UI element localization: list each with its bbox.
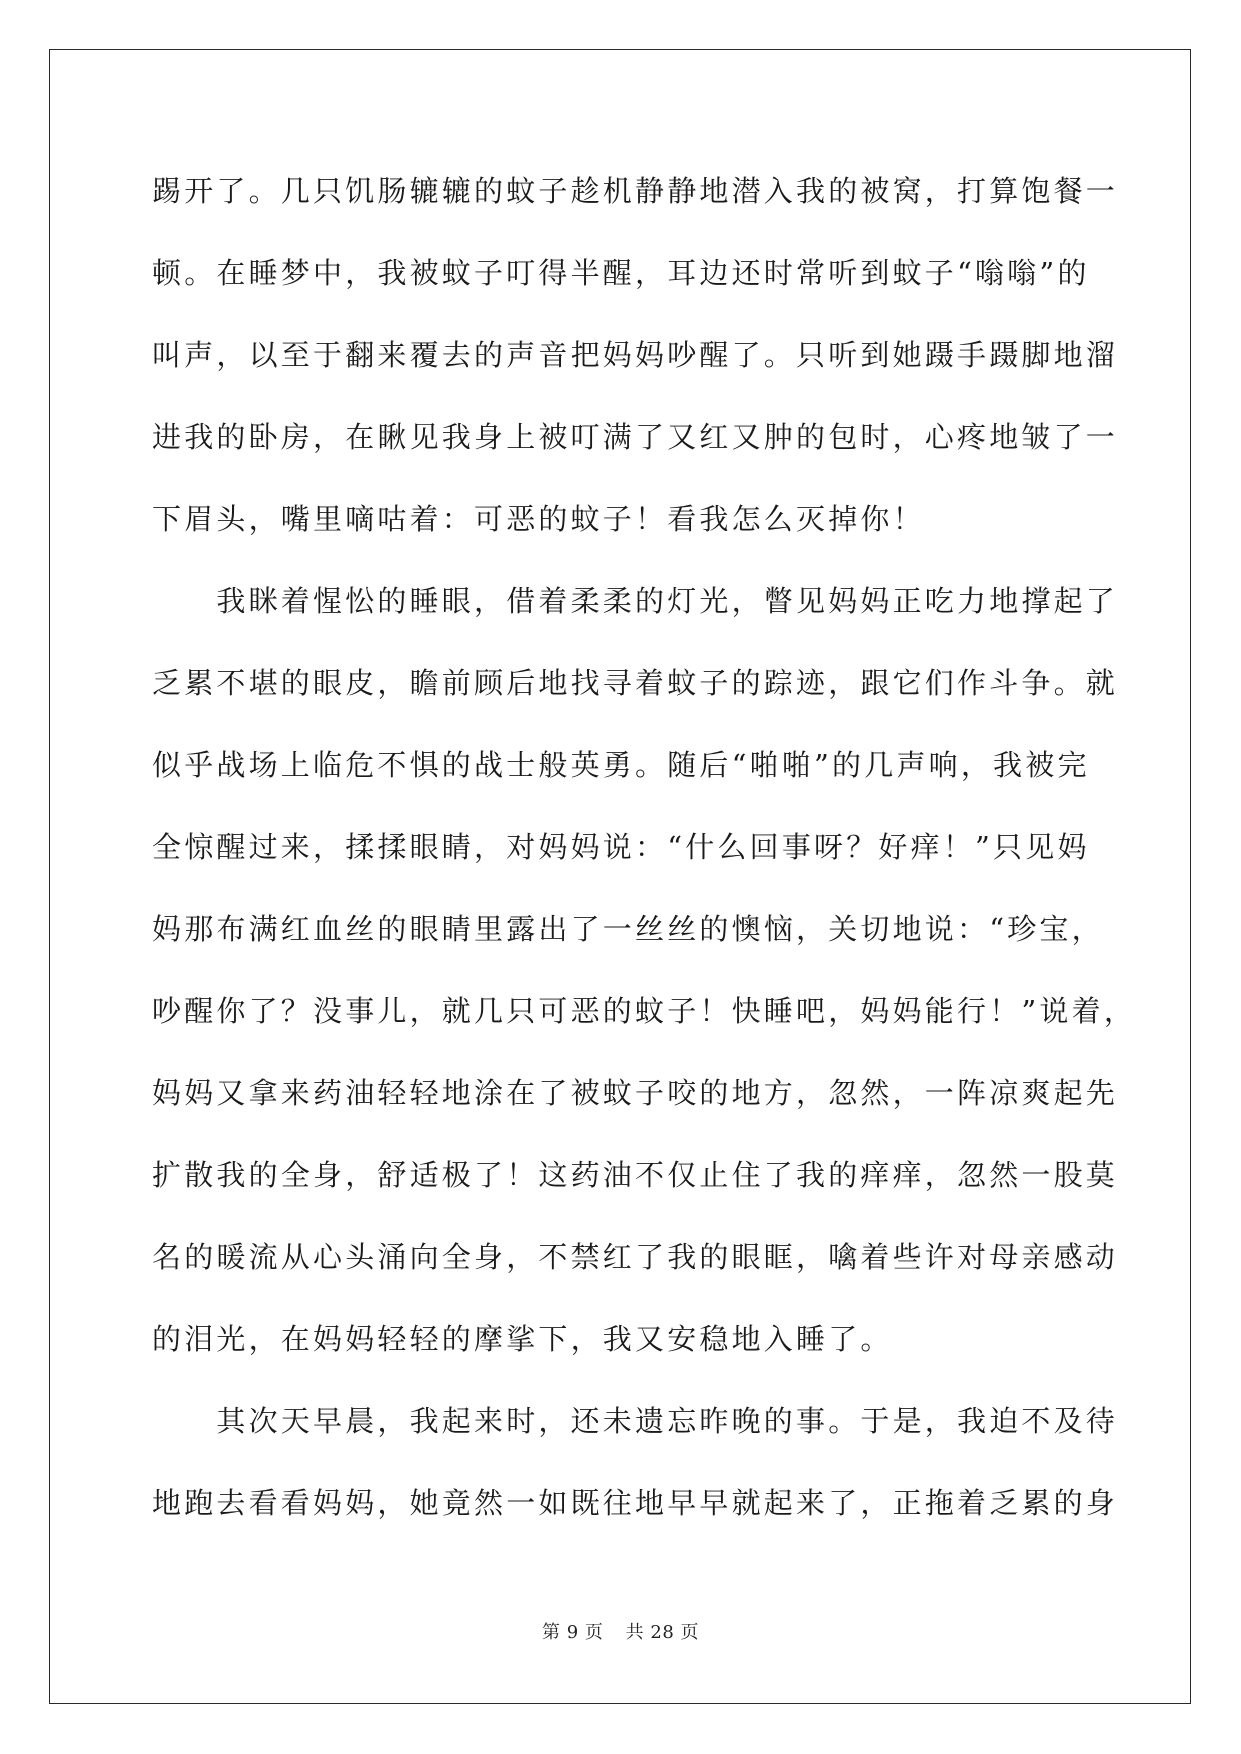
text-line: 妈妈又拿来药油轻轻地涂在了被蚊子咬的地方，忽然，一阵凉爽起先 [152,1076,1119,1110]
text-line: 全惊醒过来，揉揉眼睛，对妈妈说：“什么回事呀？好痒！”只见妈 [152,830,1090,864]
text-line: 吵醒你了？没事儿，就几只可恶的蚊子！快睡吧，妈妈能行！”说着， [152,994,1137,1028]
text-line: 地跑去看看妈妈，她竟然一如既往地早早就起来了，正拖着乏累的身 [152,1486,1119,1520]
text-line: 进我的卧房，在瞅见我身上被叮满了又红又肿的包时，心疼地皱了一 [152,420,1119,454]
page-number: 第 9 页 [542,1622,604,1643]
text-line: 我眯着惺忪的睡眼，借着柔柔的灯光，瞥见妈妈正吃力地撑起了 [152,584,1119,618]
text-line: 似乎战场上临危不惧的战士般英勇。随后“啪啪”的几声响，我被完 [152,748,1090,782]
text-line: 顿。在睡梦中，我被蚊子叮得半醒，耳边还时常听到蚊子“嗡嗡”的 [152,256,1090,290]
page-total: 共 28 页 [625,1622,699,1643]
text-line: 叫声，以至于翻来覆去的声音把妈妈吵醒了。只听到她蹑手蹑脚地溜 [152,338,1119,372]
page-footer [0,1618,1241,1644]
text-line: 其次天早晨，我起来时，还未遗忘昨晚的事。于是，我迫不及待 [152,1404,1119,1438]
document-body [152,150,1137,1544]
text-line: 扩散我的全身，舒适极了！这药油不仅止住了我的痒痒，忽然一股莫 [152,1158,1119,1192]
text-line: 踢开了。几只饥肠辘辘的蚊子趁机静静地潜入我的被窝，打算饱餐一 [152,174,1119,208]
text-line: 妈那布满红血丝的眼睛里露出了一丝丝的懊恼，关切地说：“珍宝， [152,912,1104,946]
text-line: 的泪光，在妈妈轻轻的摩挲下，我又安稳地入睡了。 [152,1322,893,1356]
text-line: 乏累不堪的眼皮，瞻前顾后地找寻着蚊子的踪迹，跟它们作斗争。就 [152,666,1119,700]
text-line: 名的暖流从心头涌向全身，不禁红了我的眼眶，噙着些许对母亲感动 [152,1240,1119,1274]
text-line: 下眉头，嘴里嘀咕着：可恶的蚊子！看我怎么灭掉你！ [152,502,925,536]
